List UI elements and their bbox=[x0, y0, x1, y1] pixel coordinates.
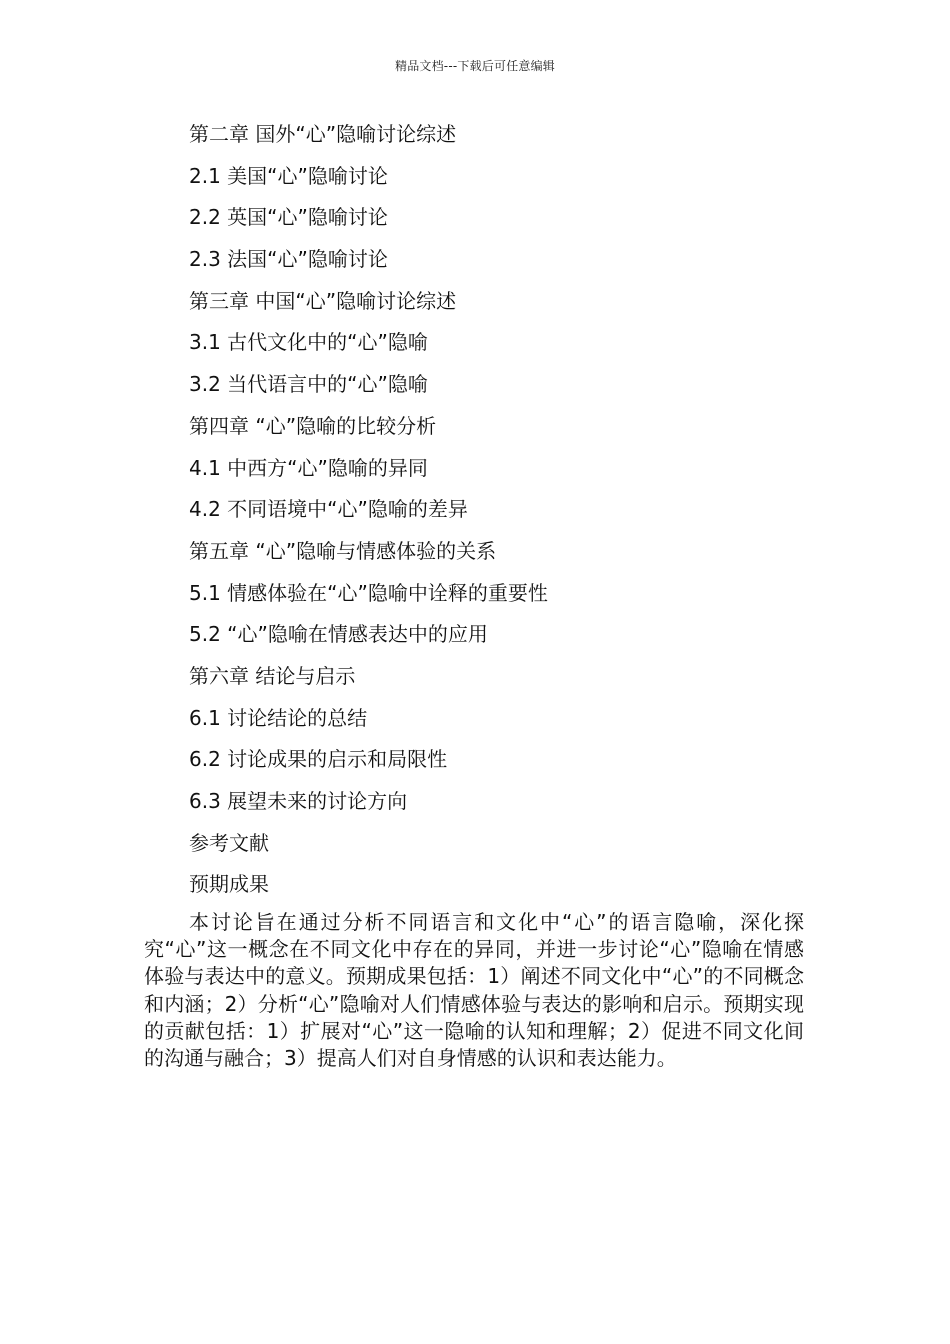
toc-item: 4.1 中西方“心”隐喻的异同 bbox=[189, 455, 428, 480]
toc-item: 5.2 “心”隐喻在情感表达中的应用 bbox=[189, 622, 488, 647]
toc-item: 第五章 “心”隐喻与情感体验的关系 bbox=[189, 538, 497, 563]
toc-item: 6.2 讨论成果的启示和局限性 bbox=[189, 747, 448, 772]
toc-item: 第六章 结论与启示 bbox=[189, 663, 356, 688]
toc-item: 参考文献 bbox=[189, 830, 269, 855]
toc-item: 第四章 “心”隐喻的比较分析 bbox=[189, 413, 437, 438]
page-header: 精品文档---下载后可任意编辑 bbox=[395, 59, 555, 73]
table-of-contents bbox=[189, 114, 548, 906]
toc-item: 6.3 展望未来的讨论方向 bbox=[189, 789, 408, 813]
toc-item: 2.1 美国“心”隐喻讨论 bbox=[189, 163, 388, 188]
toc-item: 2.2 英国“心”隐喻讨论 bbox=[189, 205, 388, 230]
toc-item: 3.1 古代文化中的“心”隐喻 bbox=[189, 330, 428, 355]
toc-item: 6.1 讨论结论的总结 bbox=[189, 705, 368, 730]
toc-item: 2.3 法国“心”隐喻讨论 bbox=[189, 247, 388, 272]
toc-item: 预期成果 bbox=[189, 872, 269, 897]
toc-item: 5.1 情感体验在“心”隐喻中诠释的重要性 bbox=[189, 580, 548, 605]
toc-item: 3.2 当代语言中的“心”隐喻 bbox=[189, 372, 428, 397]
expected-results-paragraph: 本讨论旨在通过分析不同语言和文化中“心”的语言隐喻，深化探究“心”这一概念在不同文化中存在的异同，并进一步讨论“心”隐喻在情感体验与表达中的意义。预期成果包括：1）阐述不同文化中“心”的不同概念和内涵；2）分析“心”隐喻对人们情感体验与表达的影响和启示。预期实现的贡献包括：1）扩展对“心”这一隐喻的认知和理解；2）促进不同文化间的沟通与融合；3）提高人们对自身情感的认识和表达能力。 bbox=[144, 910, 804, 1071]
toc-item: 第三章 中国“心”隐喻讨论综述 bbox=[189, 288, 457, 313]
toc-item: 第二章 国外“心”隐喻讨论综述 bbox=[189, 122, 457, 146]
toc-item: 4.2 不同语境中“心”隐喻的差异 bbox=[189, 497, 468, 522]
